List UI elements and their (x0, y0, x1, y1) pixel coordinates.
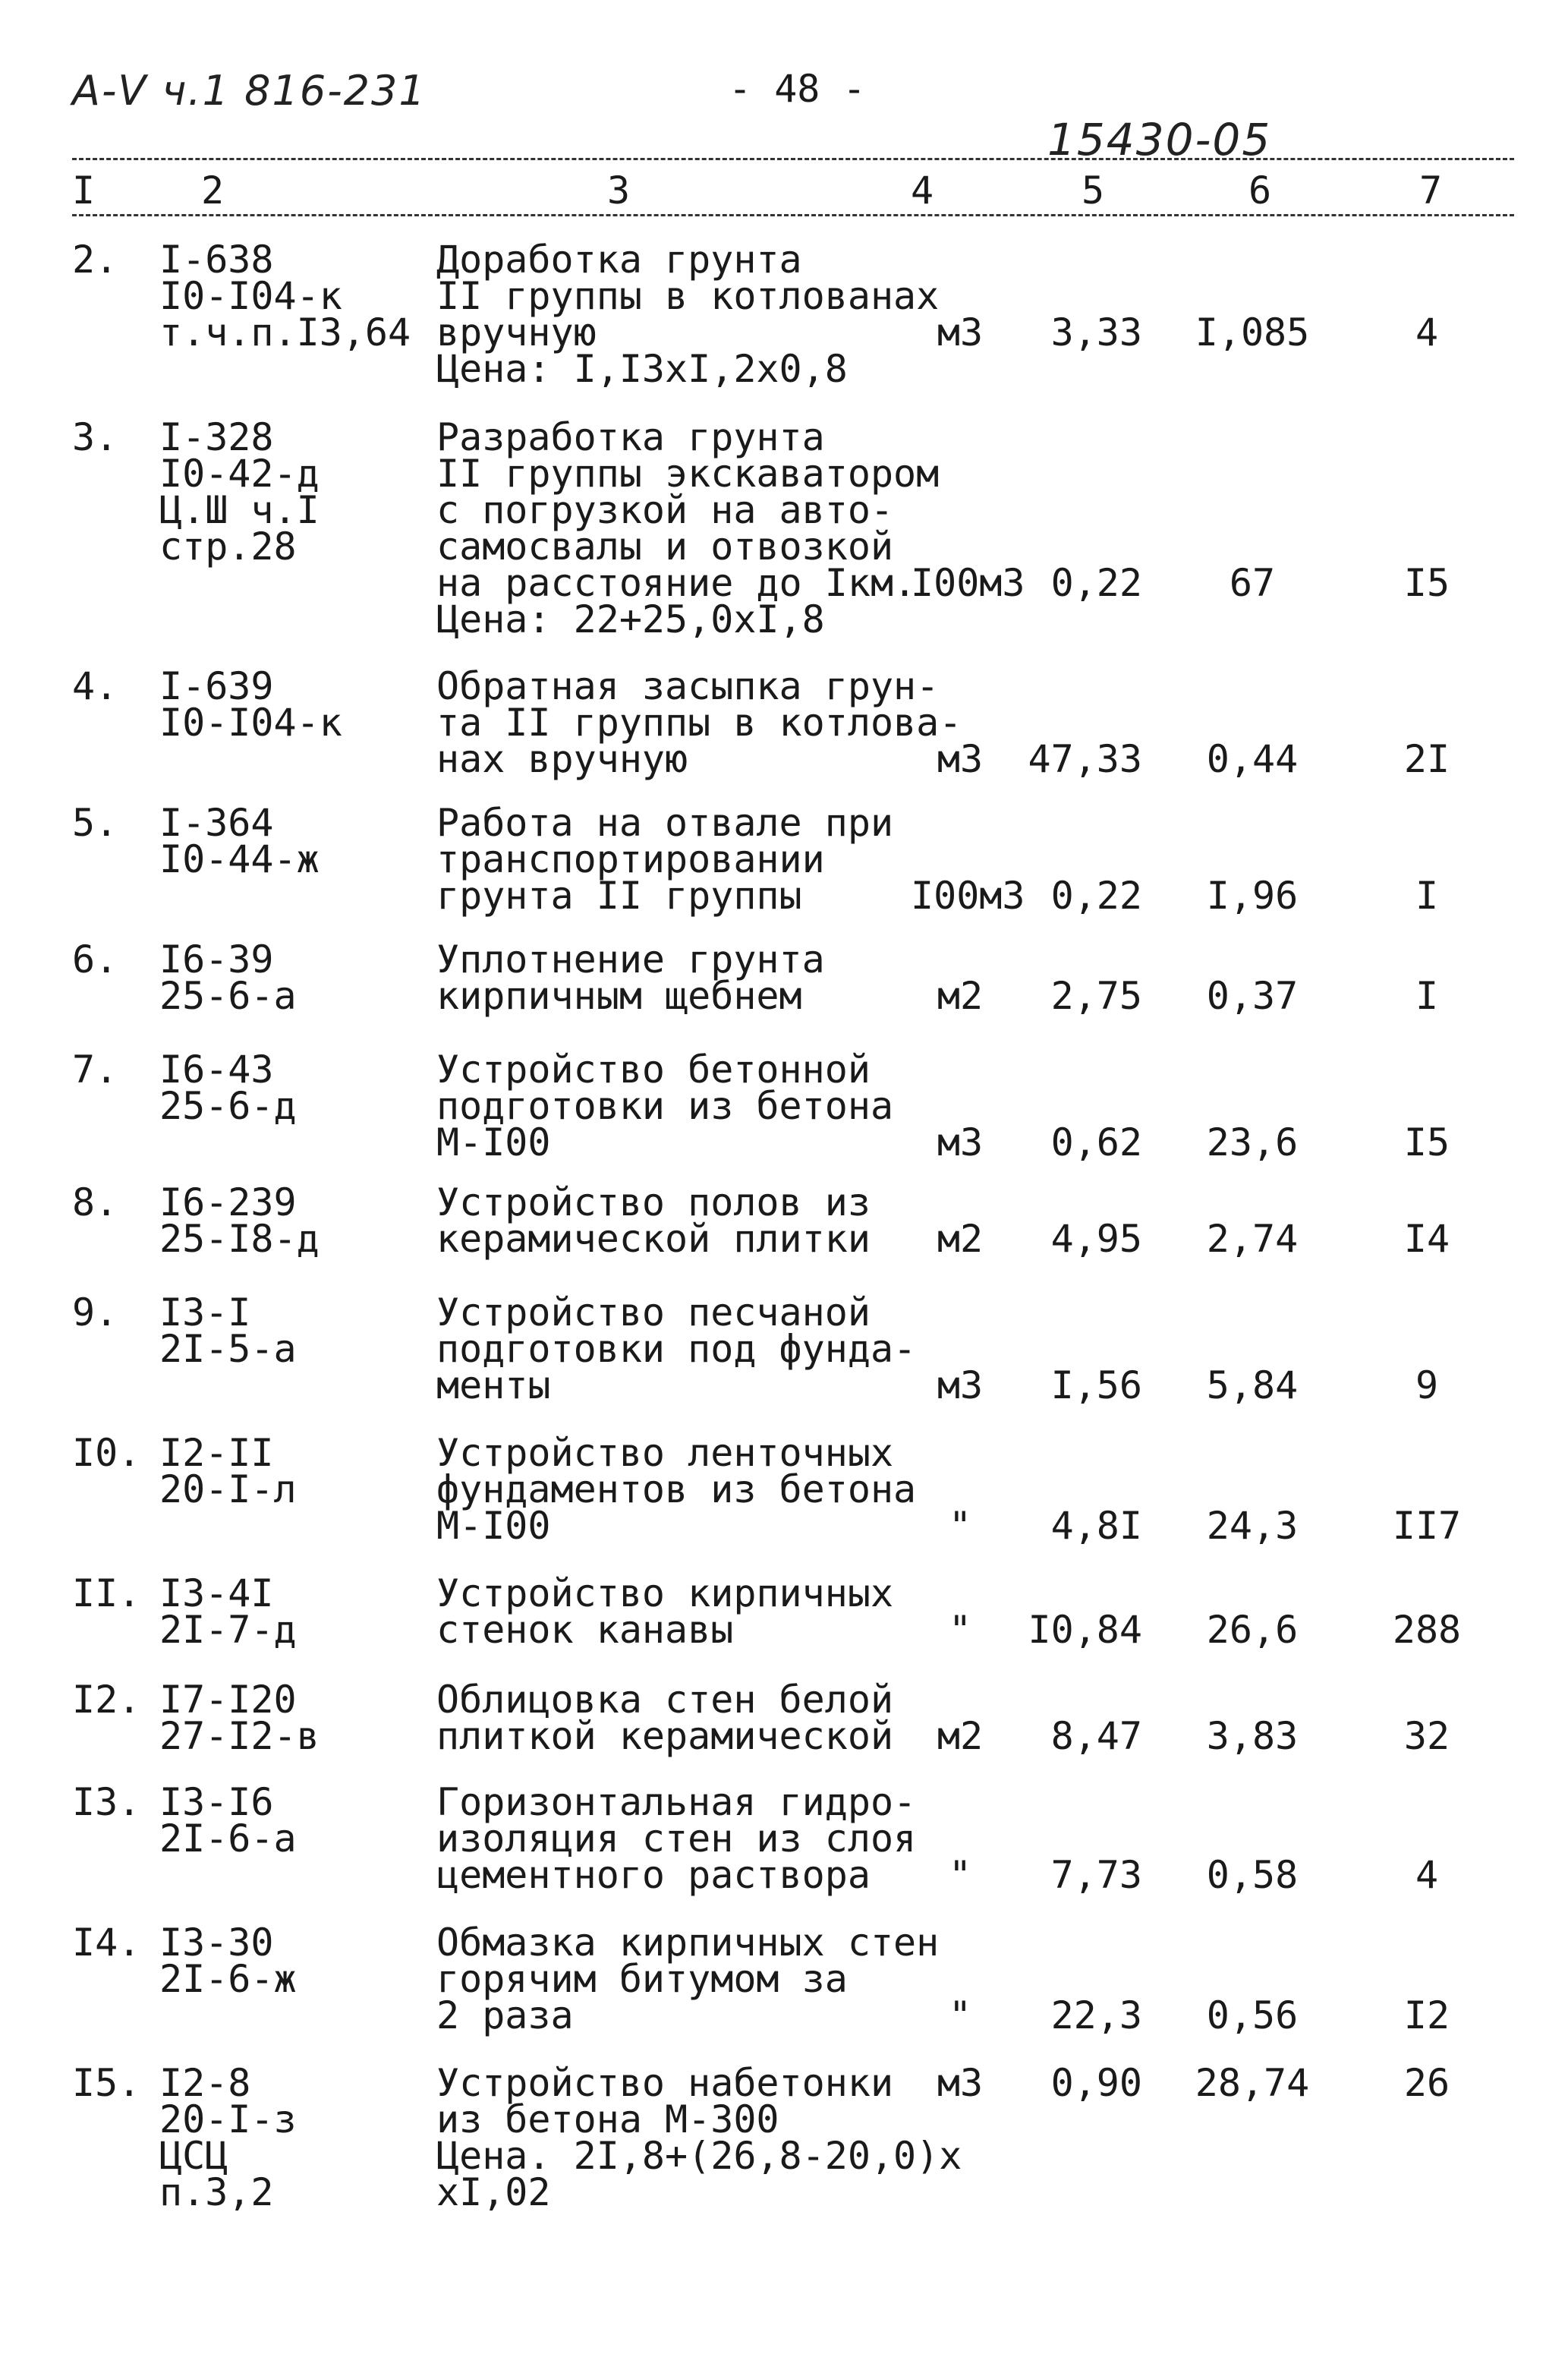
norm-code: I-328 I0-42-д Ц.Ш ч.I стр.28 (159, 415, 320, 569)
work-description: Обмазка кирпичных стен горячим битумом за 2 раза (436, 1921, 940, 2037)
work-description: Устройство бетонной подготовки из бетона М-I00 (436, 1048, 894, 1164)
unit-of-measure: I00м3 (911, 561, 1025, 605)
row-number: 9. (72, 1290, 118, 1335)
work-description: Доработка грунта II группы в котлованах вручную Цена: I,I3хI,2х0,8 (436, 238, 940, 391)
quantity: 3,33 (1050, 310, 1142, 355)
unit-price: 67 (1229, 561, 1276, 605)
unit-of-measure: " (948, 1608, 972, 1652)
unit-of-measure: I00м3 (911, 874, 1025, 918)
row-number: I2. (72, 1678, 141, 1722)
unit-price: I,96 (1206, 874, 1299, 918)
column-number-2: 2 (201, 169, 225, 213)
row-number: I4. (72, 1921, 141, 1965)
unit-of-measure: " (948, 1853, 972, 1897)
row-number: 4. (72, 664, 118, 708)
total-cost: 2I (1403, 737, 1450, 781)
unit-of-measure: м2 (937, 1217, 984, 1261)
row-number: II. (72, 1571, 141, 1615)
unit-price: 24,3 (1206, 1504, 1299, 1548)
column-number-6: 6 (1248, 169, 1272, 213)
row-number: 7. (72, 1048, 118, 1092)
norm-code: I6-239 25-I8-д (159, 1180, 320, 1261)
work-description: Устройство полов из керамической плитки (436, 1180, 871, 1261)
work-description: Горизонтальная гидро- изоляция стен из слоя цементного раствора (436, 1780, 917, 1897)
column-number-1: I (72, 169, 96, 213)
row-number: I0. (72, 1431, 141, 1475)
row-number: 2. (72, 238, 118, 282)
work-description: Разработка грунта II группы экскаватором с погрузкой на авто- самосвалы и отвозкой на расстояние до Iкм. Цена: 22+25,0хI,8 (436, 415, 940, 641)
total-cost: I (1415, 974, 1439, 1018)
row-number: 3. (72, 415, 118, 459)
unit-price: 0,56 (1206, 1993, 1299, 2037)
work-description: Уплотнение грунта кирпичным щебнем (436, 937, 825, 1018)
total-cost: I (1415, 874, 1439, 918)
norm-code: I7-I20 27-I2-в (159, 1678, 320, 1758)
unit-of-measure: м3 (937, 737, 984, 781)
work-description: Устройство ленточных фундаментов из бетона М-I00 (436, 1431, 917, 1548)
unit-of-measure: м3 (937, 1120, 984, 1164)
unit-of-measure: м2 (937, 1714, 984, 1758)
norm-code: I3-I6 2I-6-а (159, 1780, 297, 1861)
quantity: 47,33 (1028, 737, 1142, 781)
column-number-7: 7 (1419, 169, 1443, 213)
quantity: 0,22 (1050, 874, 1142, 918)
norm-code: I-639 I0-I04-к (159, 664, 342, 745)
total-cost: 9 (1415, 1363, 1439, 1407)
work-description: Облицовка стен белой плиткой керамической (436, 1678, 894, 1758)
unit-price: I,085 (1195, 310, 1310, 355)
unit-of-measure: м3 (937, 310, 984, 355)
row-number: I3. (72, 1780, 141, 1824)
norm-code: I6-43 25-6-д (159, 1048, 297, 1128)
total-cost: I2 (1403, 1993, 1450, 2037)
norm-code: I3-4I 2I-7-д (159, 1571, 297, 1652)
quantity: 0,90 (1050, 2061, 1142, 2105)
unit-price: 3,83 (1206, 1714, 1299, 1758)
quantity: 7,73 (1050, 1853, 1142, 1897)
norm-code: I-638 I0-I04-к т.ч.п.I3,64 (159, 238, 411, 355)
handwritten-document-number: 15430-05 (1047, 114, 1272, 165)
total-cost: I5 (1403, 561, 1450, 605)
unit-price: 0,44 (1206, 737, 1299, 781)
unit-price: 28,74 (1195, 2061, 1310, 2105)
total-cost: 32 (1403, 1714, 1450, 1758)
total-cost: I5 (1403, 1120, 1450, 1164)
norm-code: I2-8 20-I-з ЦСЦ п.3,2 (159, 2061, 297, 2214)
unit-of-measure: м3 (937, 1363, 984, 1407)
work-description: Устройство песчаной подготовки под фунда- менты (436, 1290, 917, 1407)
work-description: Устройство кирпичных стенок канавы (436, 1571, 894, 1652)
total-cost: 4 (1415, 310, 1439, 355)
quantity: 2,75 (1050, 974, 1142, 1018)
total-cost: II7 (1392, 1504, 1462, 1548)
unit-price: 5,84 (1206, 1363, 1299, 1407)
header-bottom-dash-line (72, 214, 1514, 216)
quantity: 4,8I (1050, 1504, 1142, 1548)
unit-price: 2,74 (1206, 1217, 1299, 1261)
norm-code: I3-I 2I-5-а (159, 1290, 297, 1371)
quantity: 0,62 (1050, 1120, 1142, 1164)
total-cost: 26 (1403, 2061, 1450, 2105)
unit-of-measure: м3 (937, 2061, 984, 2105)
row-number: 5. (72, 801, 118, 845)
total-cost: I4 (1403, 1217, 1450, 1261)
page-number: - 48 - (729, 67, 866, 111)
unit-of-measure: " (948, 1504, 972, 1548)
row-number: I5. (72, 2061, 141, 2105)
unit-price: 26,6 (1206, 1608, 1299, 1652)
quantity: 22,3 (1050, 1993, 1142, 2037)
unit-of-measure: " (948, 1993, 972, 2037)
norm-code: I3-30 2I-6-ж (159, 1921, 297, 2001)
column-number-3: 3 (607, 169, 631, 213)
total-cost: 4 (1415, 1853, 1439, 1897)
quantity: I0,84 (1028, 1608, 1142, 1652)
quantity: 4,95 (1050, 1217, 1142, 1261)
total-cost: 288 (1392, 1608, 1462, 1652)
row-number: 6. (72, 937, 118, 982)
quantity: 8,47 (1050, 1714, 1142, 1758)
norm-code: I-364 I0-44-ж (159, 801, 320, 881)
column-number-4: 4 (911, 169, 934, 213)
work-description: Устройство набетонки из бетона М-300 Цена. 2I,8+(26,8-20,0)х хI,02 (436, 2061, 962, 2214)
quantity: I,56 (1050, 1363, 1142, 1407)
work-description: Работа на отвале при транспортировании грунта II группы (436, 801, 894, 918)
row-number: 8. (72, 1180, 118, 1224)
unit-price: 0,58 (1206, 1853, 1299, 1897)
header-top-dash-line (72, 158, 1514, 160)
norm-code: I2-II 20-I-л (159, 1431, 297, 1511)
norm-code: I6-39 25-6-а (159, 937, 297, 1018)
unit-price: 0,37 (1206, 974, 1299, 1018)
quantity: 0,22 (1050, 561, 1142, 605)
unit-of-measure: м2 (937, 974, 984, 1018)
handwritten-reference: А-V ч.1 816-231 (72, 67, 427, 115)
column-number-5: 5 (1082, 169, 1105, 213)
unit-price: 23,6 (1206, 1120, 1299, 1164)
work-description: Обратная засыпка грун- та II группы в котлова- нах вручную (436, 664, 962, 781)
